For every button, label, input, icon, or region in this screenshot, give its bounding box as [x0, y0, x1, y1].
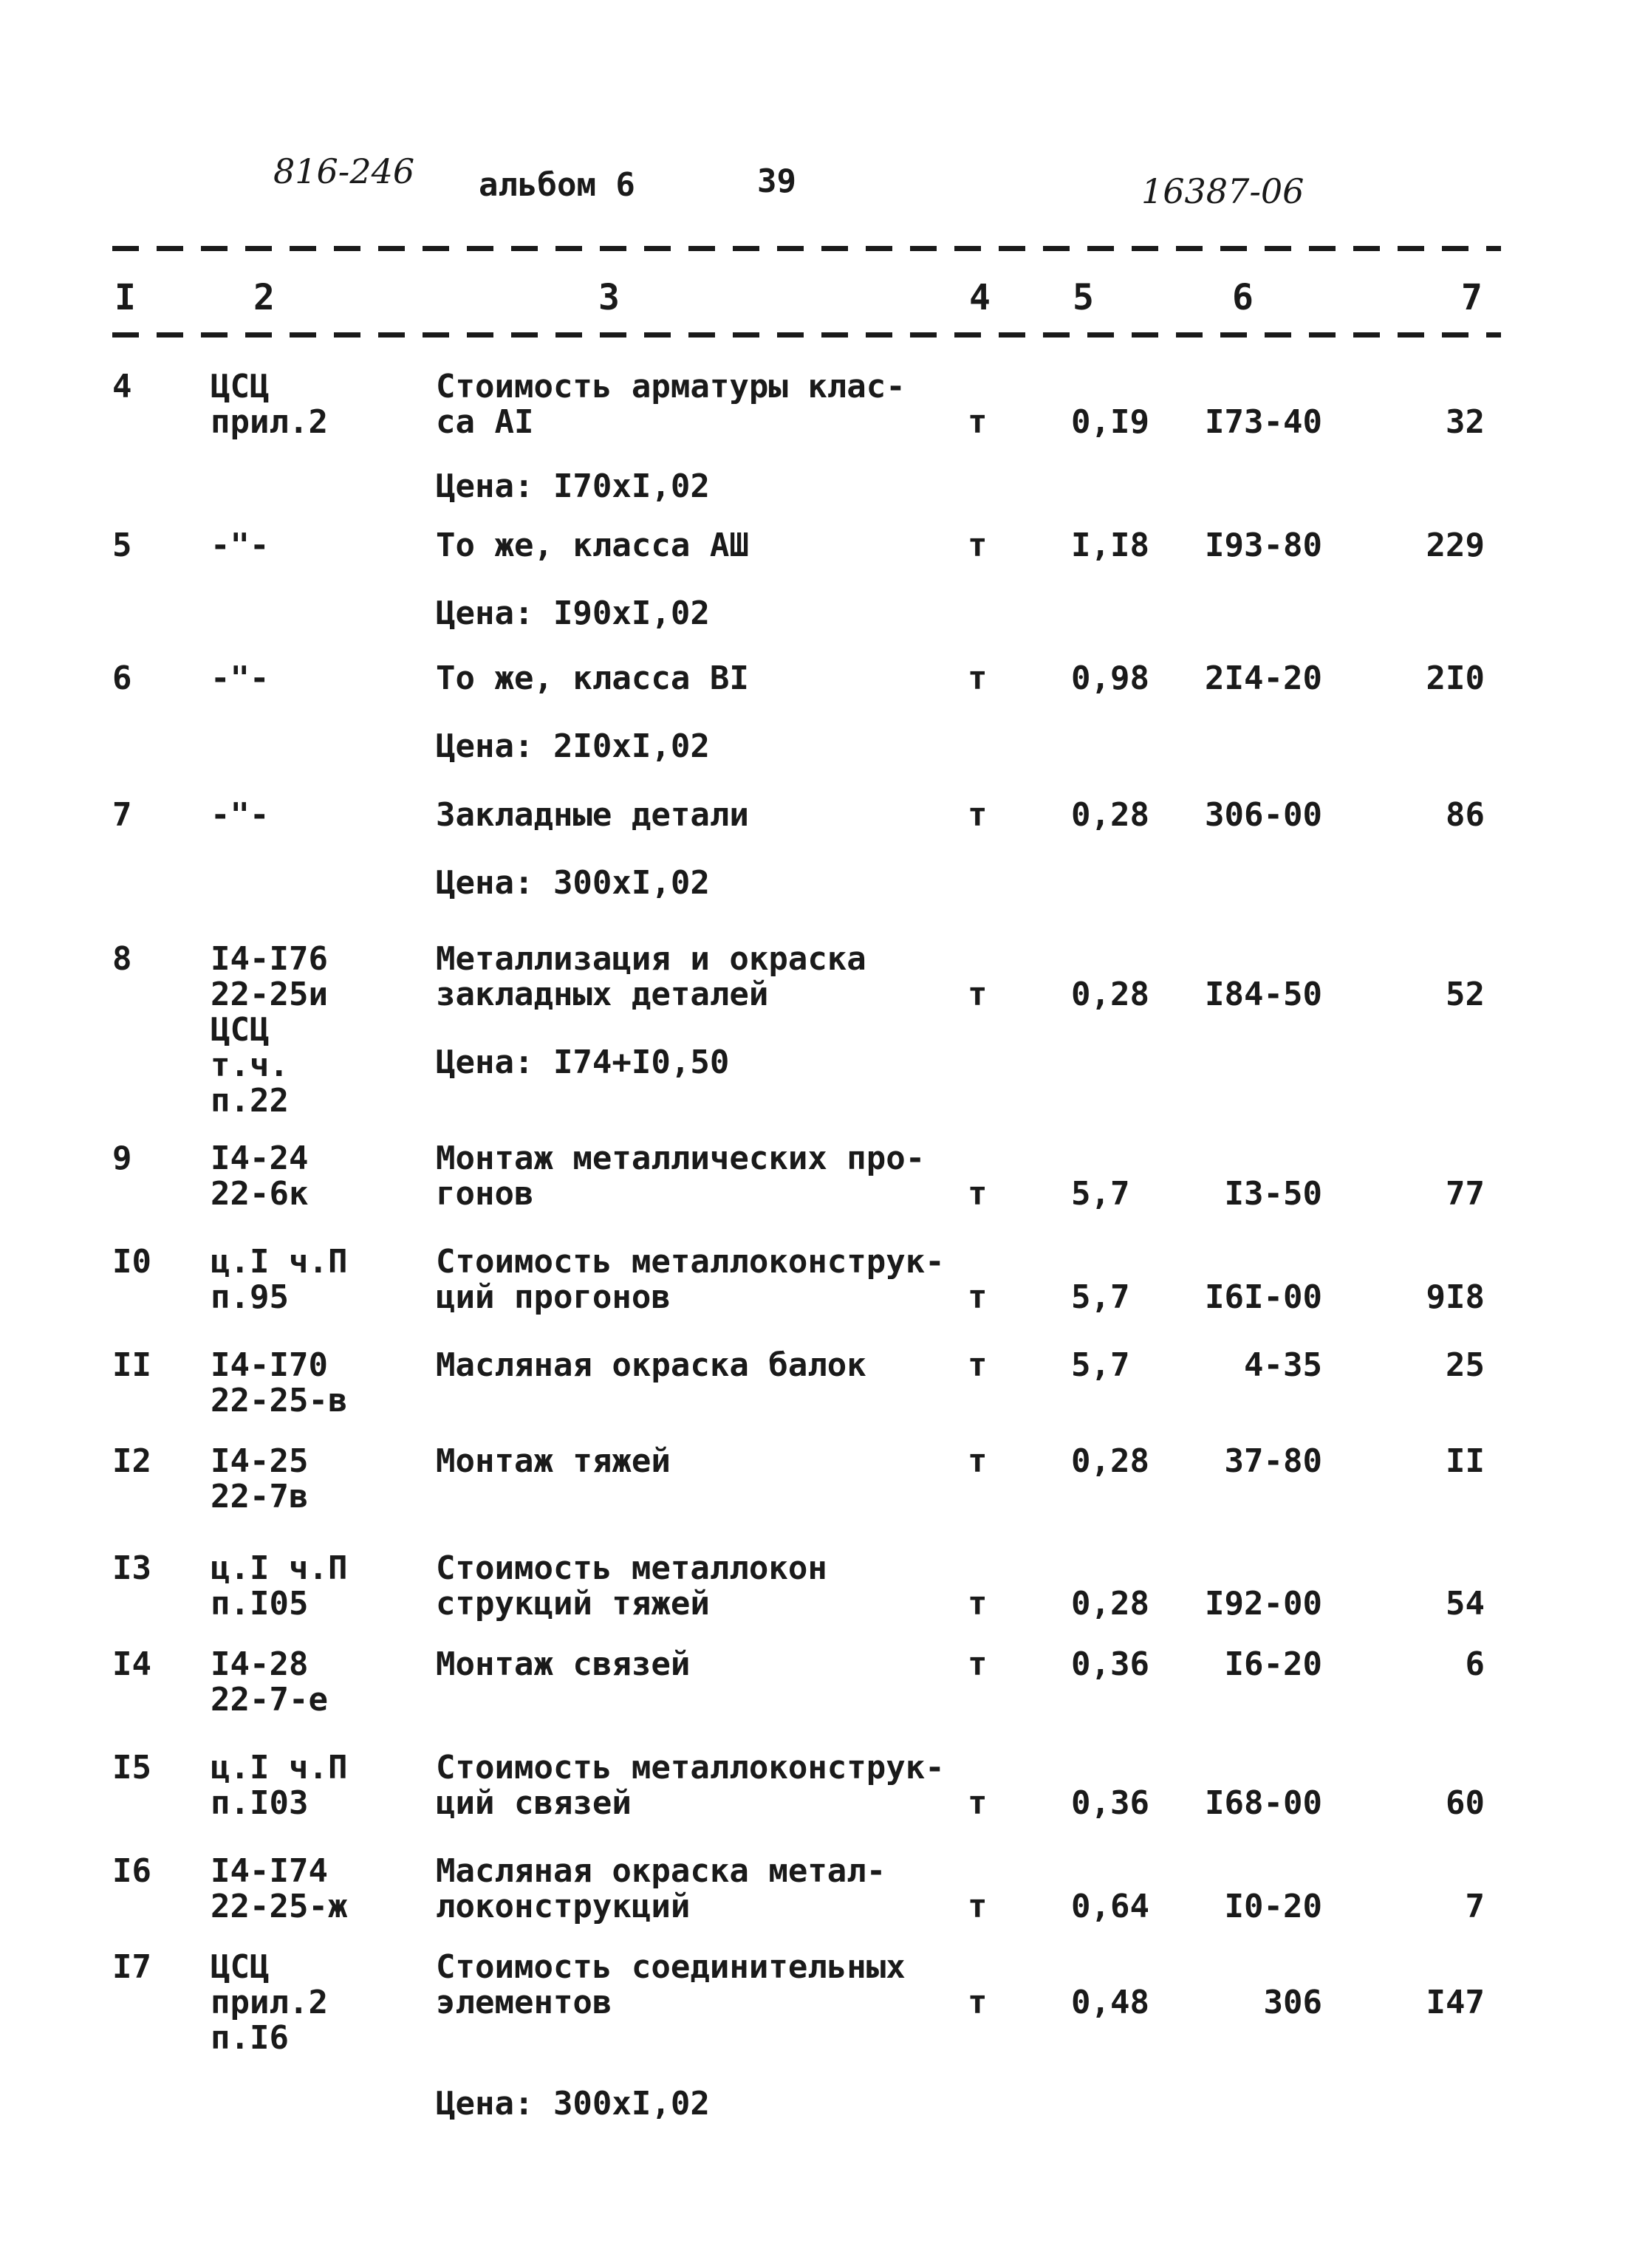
unit-price: I6-20 [1224, 1645, 1322, 1683]
quantity: 0,36 [1071, 1645, 1149, 1683]
unit-price: I92-00 [1205, 1585, 1322, 1623]
total-cost: 2I0 [1426, 659, 1485, 697]
unit: т [968, 403, 988, 441]
norm-code: I4-I70 22-25-в [211, 1346, 348, 1419]
norm-code: I4-25 22-7в [211, 1442, 309, 1515]
album-label: альбом 6 [479, 166, 635, 204]
column-header-3: 3 [598, 277, 620, 318]
norm-code: I4-24 22-6к [211, 1140, 309, 1213]
work-description: Закладные детали [436, 796, 749, 834]
column-header-5: 5 [1073, 277, 1094, 318]
total-cost: 32 [1446, 403, 1485, 441]
quantity: 0,28 [1071, 796, 1149, 834]
unit-price: 37-80 [1224, 1442, 1322, 1480]
norm-code: -"- [211, 527, 270, 564]
header-top-rule [112, 246, 1501, 251]
total-cost: 86 [1446, 796, 1485, 834]
price-note: Цена: 2I0хI,02 [436, 727, 710, 765]
row-number: I7 [112, 1948, 151, 1986]
work-description: Стоимость соединительных элементов [436, 1948, 906, 2021]
work-description: Масляная окраска балок [436, 1346, 866, 1384]
total-cost: I47 [1426, 1984, 1485, 2021]
norm-code: I4-I74 22-25-ж [211, 1852, 348, 1925]
unit: т [968, 1442, 988, 1480]
total-cost: 25 [1446, 1346, 1485, 1384]
work-description: Монтаж тяжей [436, 1442, 671, 1480]
row-number: 9 [112, 1140, 132, 1177]
total-cost: 6 [1465, 1645, 1485, 1683]
norm-code: ЦСЦ прил.2 п.I6 [211, 1948, 328, 2057]
price-note: Цена: I70хI,02 [436, 467, 710, 505]
total-cost: 60 [1446, 1784, 1485, 1822]
price-note: Цена: 300хI,02 [436, 864, 710, 902]
column-header-7: 7 [1461, 277, 1483, 318]
unit: т [968, 1645, 988, 1683]
unit-price: I68-00 [1205, 1784, 1322, 1822]
row-number: II [112, 1346, 151, 1384]
work-description: Стоимость металлоконструк- ций связей [436, 1749, 945, 1822]
total-cost: II [1446, 1442, 1485, 1480]
unit: т [968, 1984, 988, 2021]
unit-price: I73-40 [1205, 403, 1322, 441]
work-description: Стоимость металлокон струкций тяжей [436, 1549, 827, 1623]
norm-code: -"- [211, 796, 270, 834]
norm-code: ц.I ч.П п.I03 [211, 1749, 348, 1822]
work-description: Металлизация и окраска закладных деталей [436, 940, 866, 1013]
total-cost: 52 [1446, 976, 1485, 1013]
unit: т [968, 1175, 988, 1213]
column-header-1: I [114, 277, 136, 318]
unit: т [968, 796, 988, 834]
quantity: 0,28 [1071, 1442, 1149, 1480]
norm-code: I4-28 22-7-е [211, 1645, 328, 1719]
unit: т [968, 1585, 988, 1623]
unit-price: 306-00 [1205, 796, 1322, 834]
quantity: 5,7 [1071, 1175, 1130, 1213]
row-number: 4 [112, 368, 132, 405]
unit-price: I0-20 [1224, 1888, 1322, 1925]
row-number: 7 [112, 796, 132, 834]
total-cost: 54 [1446, 1585, 1485, 1623]
row-number: I2 [112, 1442, 151, 1480]
header-bottom-rule [112, 332, 1501, 338]
total-cost: 229 [1426, 527, 1485, 564]
unit-price: I3-50 [1224, 1175, 1322, 1213]
price-note: Цена: I90хI,02 [436, 595, 710, 632]
norm-code: ц.I ч.П п.95 [211, 1243, 348, 1316]
quantity: 0,28 [1071, 1585, 1149, 1623]
quantity: I,I8 [1071, 527, 1149, 564]
row-number: I4 [112, 1645, 151, 1683]
total-cost: 9I8 [1426, 1278, 1485, 1316]
quantity: 0,98 [1071, 659, 1149, 697]
column-header-6: 6 [1232, 277, 1254, 318]
quantity: 0,I9 [1071, 403, 1149, 441]
row-number: I3 [112, 1549, 151, 1587]
unit-price: I84-50 [1205, 976, 1322, 1013]
work-description: Монтаж металлических про- гонов [436, 1140, 926, 1213]
work-description: Масляная окраска метал- локонструкций [436, 1852, 886, 1925]
unit: т [968, 1784, 988, 1822]
work-description: Стоимость металлоконструк- ций прогонов [436, 1243, 945, 1316]
row-number: 6 [112, 659, 132, 697]
row-number: 5 [112, 527, 132, 564]
row-number: I6 [112, 1852, 151, 1890]
price-note: Цена: I74+I0,50 [436, 1044, 730, 1081]
unit: т [968, 527, 988, 564]
total-cost: 77 [1446, 1175, 1485, 1213]
unit: т [968, 659, 988, 697]
row-number: I5 [112, 1749, 151, 1786]
work-description: Стоимость арматуры клас- са AI [436, 368, 906, 441]
norm-code: -"- [211, 659, 270, 697]
quantity: 0,28 [1071, 976, 1149, 1013]
unit-price: 306 [1263, 1984, 1322, 2021]
work-description: То же, класса АШ [436, 527, 749, 564]
norm-code: ЦСЦ прил.2 [211, 368, 328, 441]
quantity: 0,48 [1071, 1984, 1149, 2021]
project-code: 816-246 [273, 151, 415, 191]
unit: т [968, 976, 988, 1013]
document-code: 16387-06 [1141, 171, 1305, 211]
unit: т [968, 1888, 988, 1925]
column-header-4: 4 [969, 277, 991, 318]
row-number: I0 [112, 1243, 151, 1281]
quantity: 5,7 [1071, 1278, 1130, 1316]
unit-price: 4-35 [1244, 1346, 1322, 1384]
unit: т [968, 1346, 988, 1384]
page-number: 39 [757, 162, 796, 200]
unit-price: 2I4-20 [1205, 659, 1322, 697]
row-number: 8 [112, 940, 132, 978]
total-cost: 7 [1465, 1888, 1485, 1925]
quantity: 0,64 [1071, 1888, 1149, 1925]
price-note: Цена: 300хI,02 [436, 2085, 710, 2123]
work-description: То же, класса BI [436, 659, 749, 697]
quantity: 5,7 [1071, 1346, 1130, 1384]
norm-code: I4-I76 22-25и ЦСЦ т.ч. п.22 [211, 940, 328, 1120]
column-header-2: 2 [253, 277, 275, 318]
quantity: 0,36 [1071, 1784, 1149, 1822]
work-description: Монтаж связей [436, 1645, 691, 1683]
unit-price: I6I-00 [1205, 1278, 1322, 1316]
unit-price: I93-80 [1205, 527, 1322, 564]
unit: т [968, 1278, 988, 1316]
norm-code: ц.I ч.П п.I05 [211, 1549, 348, 1623]
